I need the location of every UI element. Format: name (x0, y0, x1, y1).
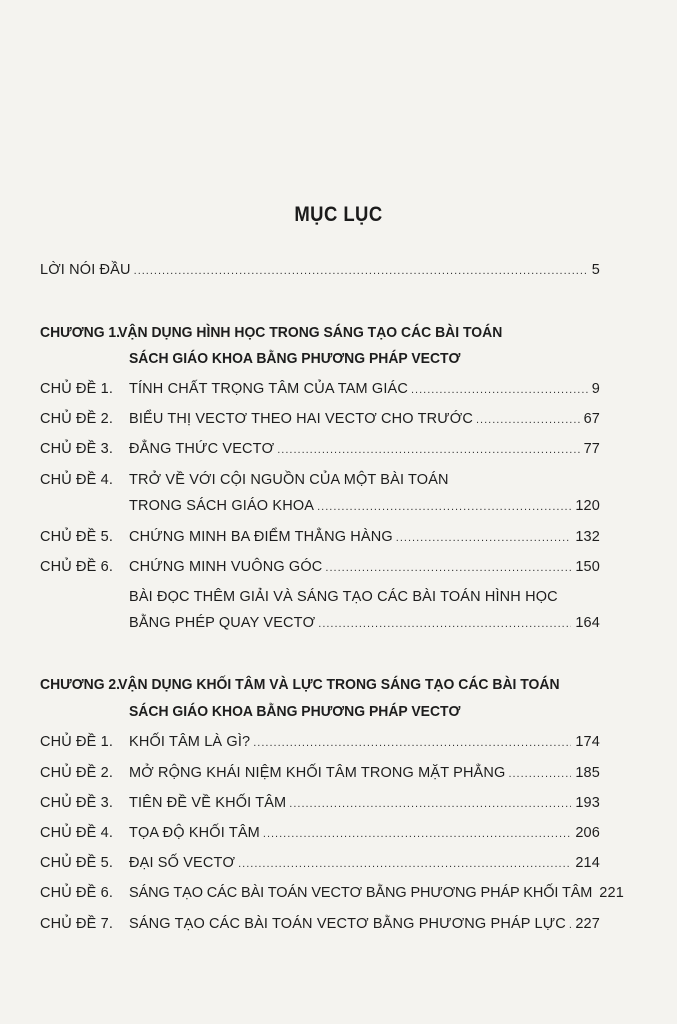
entry-page: 214 (575, 855, 600, 871)
toc-entry (40, 438, 600, 460)
entry-title-line1: BÀI ĐỌC THÊM GIẢI VÀ SÁNG TẠO CÁC BÀI TOÁN HÌNH HỌC (129, 589, 558, 605)
entry-page: 206 (575, 825, 600, 841)
dot-leader (411, 379, 588, 401)
entry-page: 120 (575, 498, 600, 514)
entry-title: KHỐI TÂM LÀ GÌ? (129, 734, 251, 750)
topic-label: CHỦ ĐỀ 2. (40, 411, 114, 427)
entry-page: 221 (599, 885, 624, 901)
topic-label: CHỦ ĐỀ 6. (40, 885, 114, 901)
entry-title: SÁNG TẠO CÁC BÀI TOÁN VECTƠ BẰNG PHƯƠNG PHÁP LỰC (129, 916, 566, 932)
entry-title: BẰNG PHÉP QUAY VECTƠ (129, 615, 316, 631)
toc-entry-intro (40, 259, 600, 281)
dot-leader (238, 853, 571, 875)
dot-leader (253, 732, 571, 754)
topic-label: CHỦ ĐỀ 7. (40, 916, 114, 932)
dot-leader (134, 260, 588, 282)
entry-page: 185 (575, 765, 600, 781)
toc-entry-line1 (40, 586, 600, 608)
entry-title: CHỨNG MINH VUÔNG GÓC (129, 559, 323, 575)
dot-leader (277, 439, 579, 461)
toc-entry (40, 882, 624, 904)
toc-entry (40, 408, 600, 430)
topic-label: CHỦ ĐỀ 4. (40, 825, 114, 841)
toc-entry (40, 378, 600, 400)
entry-title: ĐẲNG THỨC VECTƠ (129, 441, 275, 457)
entry-title: ĐẠI SỐ VECTƠ (129, 855, 236, 871)
dot-leader (396, 527, 572, 549)
chapter-1-heading-line2: SÁCH GIÁO KHOA BẰNG PHƯƠNG PHÁP VECTƠ (129, 350, 461, 367)
dot-leader (325, 557, 571, 579)
entry-page: 164 (575, 615, 600, 631)
entry-page: 5 (591, 262, 600, 278)
entry-title: CHỨNG MINH BA ĐIỂM THẲNG HÀNG (129, 529, 393, 545)
entry-title: LỜI NÓI ĐẦU (40, 262, 131, 278)
entry-title: TÍNH CHẤT TRỌNG TÂM CỦA TAM GIÁC (129, 381, 408, 397)
entry-page: 132 (575, 529, 600, 545)
topic-label: CHỦ ĐỀ 3. (40, 795, 114, 811)
topic-label: CHỦ ĐỀ 5. (40, 529, 114, 545)
entry-page: 227 (575, 916, 600, 932)
chapter-title-line1: VẬN DỤNG KHỐI TÂM VÀ LỰC TRONG SÁNG TẠO CÁC BÀI TOÁN (118, 676, 560, 693)
topic-label: CHỦ ĐỀ 2. (40, 765, 114, 781)
toc-entry (40, 913, 600, 935)
toc-entry (40, 762, 600, 784)
entry-page: 174 (575, 734, 600, 750)
entry-page: 150 (575, 559, 600, 575)
topic-label: CHỦ ĐỀ 3. (40, 441, 114, 457)
toc-entry (40, 731, 600, 753)
entry-page: 67 (583, 411, 600, 427)
toc-entry (40, 852, 600, 874)
topic-label: CHỦ ĐỀ 4. (40, 472, 114, 488)
topic-label: CHỦ ĐỀ 1. (40, 734, 114, 750)
toc-entry (40, 495, 600, 517)
toc-entry-line1 (40, 469, 600, 491)
toc-entry (40, 526, 600, 548)
dot-leader (317, 496, 571, 518)
toc-entry (40, 822, 600, 844)
chapter-2-heading-line2: SÁCH GIÁO KHOA BẰNG PHƯƠNG PHÁP VECTƠ (129, 703, 461, 720)
toc-entry (40, 792, 600, 814)
chapter-label: CHƯƠNG 1. (40, 324, 121, 341)
topic-label: CHỦ ĐỀ 6. (40, 559, 114, 575)
entry-title: BIỂU THỊ VECTƠ THEO HAI VECTƠ CHO TRƯỚC (129, 411, 473, 427)
entry-page: 9 (591, 381, 600, 397)
topic-label: CHỦ ĐỀ 5. (40, 855, 114, 871)
entry-title: TRONG SÁCH GIÁO KHOA (129, 498, 315, 514)
entry-title: TỌA ĐỘ KHỐI TÂM (129, 825, 260, 841)
entry-title: TIÊN ĐỀ VỀ KHỐI TÂM (129, 795, 287, 811)
dot-leader (508, 763, 571, 785)
chapter-title-line1: VẬN DỤNG HÌNH HỌC TRONG SÁNG TẠO CÁC BÀI TOÁN (118, 324, 503, 341)
dot-leader (289, 793, 571, 815)
page-title: MỤC LỤC (294, 203, 383, 226)
entry-title: SÁNG TẠO CÁC BÀI TOÁN VECTƠ BẰNG PHƯƠNG PHÁP KHỐI TÂM (129, 885, 593, 901)
chapter-label: CHƯƠNG 2. (40, 676, 121, 693)
entry-page: 77 (583, 441, 600, 457)
dot-leader (476, 409, 580, 431)
topic-label: CHỦ ĐỀ 1. (40, 381, 114, 397)
entry-title-line1: TRỞ VỀ VỚI CỘI NGUỒN CỦA MỘT BÀI TOÁN (129, 472, 449, 488)
toc-entry (40, 612, 600, 634)
dot-leader (318, 613, 571, 635)
entry-page: 193 (575, 795, 600, 811)
toc-entry (40, 556, 600, 578)
dot-leader (263, 823, 571, 845)
entry-title: MỞ RỘNG KHÁI NIỆM KHỐI TÂM TRONG MẶT PHẲNG (129, 765, 506, 781)
